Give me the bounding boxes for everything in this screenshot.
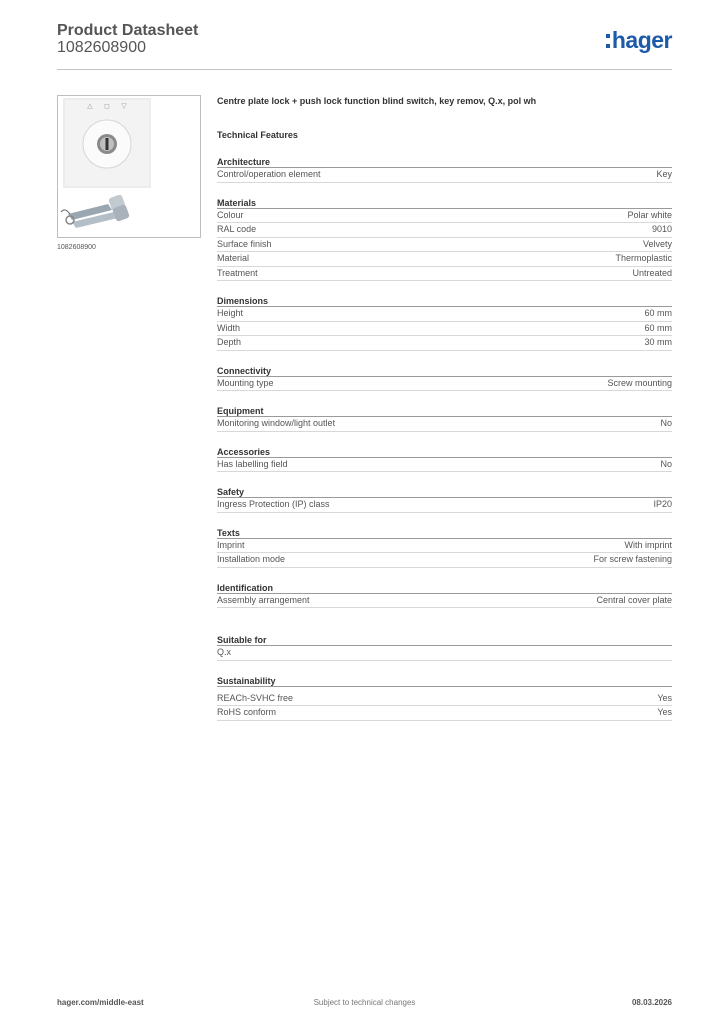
- spec-label: RoHS conform: [217, 707, 277, 717]
- spec-label: Installation mode: [217, 554, 286, 564]
- spec-value: Velvety: [642, 238, 672, 249]
- section-title: Accessories: [217, 446, 672, 458]
- spec-label: Surface finish: [217, 238, 272, 249]
- section-title: Dimensions: [217, 295, 672, 307]
- spec-row: [217, 594, 672, 609]
- spec-value: IP20: [653, 499, 672, 509]
- spec-value: Central cover plate: [596, 594, 672, 605]
- spec-label: Width: [217, 322, 241, 333]
- page-footer: [57, 998, 672, 1010]
- spec-row: [217, 336, 672, 351]
- spec-value: 9010: [651, 224, 672, 234]
- spec-row: [217, 706, 672, 721]
- spec-row: [217, 223, 672, 238]
- section-identification: [217, 582, 672, 609]
- spec-label: Imprint: [217, 539, 245, 550]
- section-sustainability: [217, 675, 672, 721]
- spec-value: 60 mm: [644, 322, 672, 333]
- plate-symbol-stop: ◻: [104, 102, 110, 110]
- plate-symbol-down: ▽: [121, 102, 127, 110]
- spec-label: Ingress Protection (IP) class: [217, 499, 330, 509]
- section-title: Equipment: [217, 405, 672, 417]
- spec-value: 60 mm: [644, 308, 672, 318]
- section-architecture: [217, 156, 672, 183]
- product-image: [58, 96, 200, 237]
- image-caption: 1082608900: [57, 244, 96, 251]
- section-title: Suitable for: [217, 634, 672, 646]
- page-header: [57, 20, 672, 70]
- section-dimensions: [217, 295, 672, 351]
- spec-label: RAL code: [217, 224, 257, 234]
- datasheet-content: [217, 96, 672, 721]
- spec-row: [217, 377, 672, 392]
- spec-value: With imprint: [624, 539, 672, 550]
- technical-features-heading: Technical Features: [217, 130, 298, 140]
- section-connectivity: [217, 365, 672, 392]
- footer-notice: Subject to technical changes: [313, 998, 416, 1007]
- spec-row: [217, 238, 672, 253]
- spec-row: [217, 209, 672, 224]
- spec-label: Height: [217, 308, 244, 318]
- product-description: Centre plate lock + push lock function blind switch, key remov, Q.x, pol wh: [217, 96, 537, 106]
- spec-label: REACh-SVHC free: [217, 692, 294, 703]
- plate-symbol-up: △: [87, 102, 93, 110]
- spec-row: [217, 458, 672, 473]
- spec-row: [217, 498, 672, 513]
- spec-row: [217, 168, 672, 183]
- spec-label: Assembly arrangement: [217, 594, 310, 605]
- spec-label: Treatment: [217, 267, 258, 278]
- section-title: Materials: [217, 197, 672, 209]
- spec-label: Has labelling field: [217, 458, 288, 469]
- keys-icon: [61, 194, 130, 228]
- footer-website-link[interactable]: hager.com/middle-east: [57, 998, 144, 1007]
- section-title: Texts: [217, 527, 672, 539]
- spec-value: Polar white: [627, 209, 672, 220]
- header-divider: [57, 69, 672, 70]
- spec-row: [217, 646, 672, 661]
- keyhole-icon: [106, 138, 109, 150]
- spec-label: Colour: [217, 209, 244, 220]
- spec-value: Key: [656, 169, 672, 179]
- spec-row: [217, 252, 672, 267]
- section-title: Identification: [217, 582, 672, 594]
- spec-value: Yes: [657, 707, 672, 717]
- spec-row: [217, 692, 672, 707]
- spec-label: Mounting type: [217, 377, 274, 388]
- spec-value: Untreated: [632, 267, 672, 278]
- logo-dots-icon: [606, 34, 610, 48]
- section-title: Safety: [217, 486, 672, 498]
- spec-value: Yes: [657, 692, 672, 703]
- section-materials: [217, 197, 672, 282]
- spec-label: Monitoring window/light outlet: [217, 418, 336, 428]
- spec-value: For screw fastening: [593, 554, 672, 564]
- spec-row: [217, 307, 672, 322]
- section-texts: [217, 527, 672, 568]
- spec-row: [217, 267, 672, 282]
- section-accessories: [217, 446, 672, 473]
- section-title: Architecture: [217, 156, 672, 168]
- section-title: Sustainability: [217, 675, 672, 687]
- spec-value: Screw mounting: [607, 377, 672, 388]
- spec-value: 30 mm: [644, 337, 672, 347]
- section-suitable-for: [217, 634, 672, 661]
- spec-label: Depth: [217, 337, 242, 347]
- spec-value: Thermoplastic: [615, 253, 672, 263]
- spec-row: [217, 322, 672, 337]
- section-title: Connectivity: [217, 365, 672, 377]
- hager-logo: [606, 27, 672, 54]
- logo-text: hager: [611, 27, 672, 53]
- section-safety: [217, 486, 672, 513]
- section-equipment: [217, 405, 672, 432]
- spec-row: [217, 553, 672, 568]
- spec-row: [217, 417, 672, 432]
- product-number: 1082608900: [57, 39, 146, 56]
- spec-label: Material: [217, 253, 250, 263]
- spec-label: Control/operation element: [217, 169, 321, 179]
- spec-label: Q.x: [217, 647, 232, 657]
- document-title: Product Datasheet: [57, 22, 199, 39]
- footer-date: 08.03.2026: [631, 998, 672, 1007]
- product-image-frame: [57, 95, 201, 238]
- spec-value: No: [660, 418, 672, 428]
- spec-value: No: [660, 458, 672, 469]
- spec-row: [217, 539, 672, 554]
